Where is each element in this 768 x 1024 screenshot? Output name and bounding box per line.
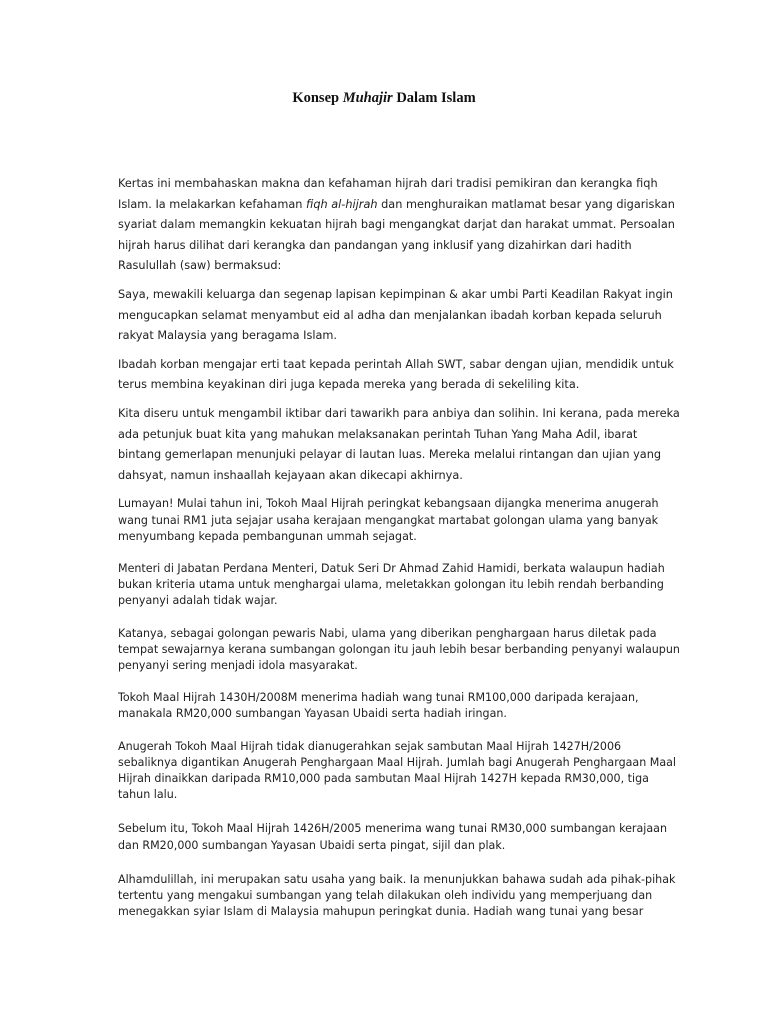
title-text-end: Dalam Islam — [392, 90, 476, 106]
paragraph-intro — [118, 174, 683, 277]
document-title — [0, 90, 768, 107]
paragraph-lumayan: Lumayan! Mulai tahun ini, Tokoh Maal Hijrah peringkat kebangsaan dijangka menerima anugerah wang tunai RM1 juta sejajar usaha kerajaan mengangkat martabat golongan ulama yang banyak menyumbang kepada pembangunan ummah sejagat. — [118, 497, 659, 543]
document-body — [118, 174, 683, 920]
paragraph-alhamdulillah: Alhamdulillah, ini merupakan satu usaha yang baik. Ia menunjukkan bahawa sudah ada pihak-pihak tertentu yang mengakui sumbangan yang telah dilakukan oleh individu yang memperjuang dan menegakkan syiar Islam di Malaysia mahupun peringkat dunia. Hadiah wang tunai yang besar — [118, 872, 676, 919]
title-italic-word: Muhajir — [342, 90, 393, 106]
paragraph-intro-text: Kertas ini membahaskan makna dan kefahaman hijrah dari tradisi pemikiran dan kerangka fiqh Islam. Ia melakarkan kefahaman — [118, 177, 658, 211]
paragraph-tokoh-2008: Tokoh Maal Hijrah 1430H/2008M menerima hadiah wang tunai RM100,000 daripada kerajaan, manakala RM20,000 sumbangan Yayasan Ubaidi serta hadiah iringan. — [118, 691, 639, 721]
paragraph-menteri: Menteri di Jabatan Perdana Menteri, Datuk Seri Dr Ahmad Zahid Hamidi, berkata walaupun hadiah bukan kriteria utama untuk menghargai ulama, meletakkan golongan itu lebih rendah berbanding penyanyi adalah tidak wajar. — [118, 561, 665, 608]
paragraph-iktibar: Kita diseru untuk mengambil iktibar dari tawarikh para anbiya dan solihin. Ini kerana, pada mereka ada petunjuk buat kita yang mahukan melaksanakan perintah Tuhan Yang Maha Adil, ibarat bintang gemerlapan menunjuki pelayar di lautan luas. Mereka melalui rintangan dan ujian yang dahsyat, namun inshaallah kejayaan akan dikecapi akhirnya. — [118, 406, 680, 482]
paragraph-intro-text-end: dan menghuraikan matlamat besar yang digariskan syariat dalam memangkin kekuatan hijrah bagi mengangkat darjat dan harakat ummat. Persoalan hijrah harus dilihat dari kerangka dan pandangan yang inklusif yang dizahirkan dari hadith Rasulullah (saw) bermaksud: — [118, 197, 675, 273]
paragraph-katanya: Katanya, sebagai golongan pewaris Nabi, ulama yang diberikan penghargaan harus diletak pada tempat sewajarnya kerana sumbangan golongan itu jauh lebih besar berbanding penyanyi walaupun penyanyi sering menjadi idola masyarakat. — [118, 626, 680, 672]
paragraph-ibadah-korban: Ibadah korban mengajar erti taat kepada perintah Allah SWT, sabar dengan ujian, mendidik untuk terus membina keyakinan diri juga kepada mereka yang berada di sekeliling kita. — [118, 357, 674, 392]
paragraph-intro-italic: fiqh al-hijrah — [306, 197, 378, 211]
paragraph-greeting: Saya, mewakili keluarga dan segenap lapisan kepimpinan & akar umbi Parti Keadilan Rakyat ingin mengucapkan selamat menyambut eid al adha dan menjalankan ibadah korban kepada seluruh rakyat Malaysia yang beragama Islam. — [118, 287, 673, 343]
title-text: Konsep — [292, 90, 343, 106]
paragraph-tokoh-2005: Sebelum itu, Tokoh Maal Hijrah 1426H/2005 menerima wang tunai RM30,000 sumbangan kerajaan dan RM20,000 sumbangan Yayasan Ubaidi serta pingat, sijil dan plak. — [118, 822, 668, 852]
paragraph-anugerah: Anugerah Tokoh Maal Hijrah tidak dianugerahkan sejak sambutan Maal Hijrah 1427H/2006 sebaliknya digantikan Anugerah Penghargaan Maal Hijrah. Jumlah bagi Anugerah Penghargaan Maal Hijrah dinaikkan daripada RM10,000 pada sambutan Maal Hijrah 1427H kepada RM30,000, tiga tahun lalu. — [118, 739, 677, 802]
